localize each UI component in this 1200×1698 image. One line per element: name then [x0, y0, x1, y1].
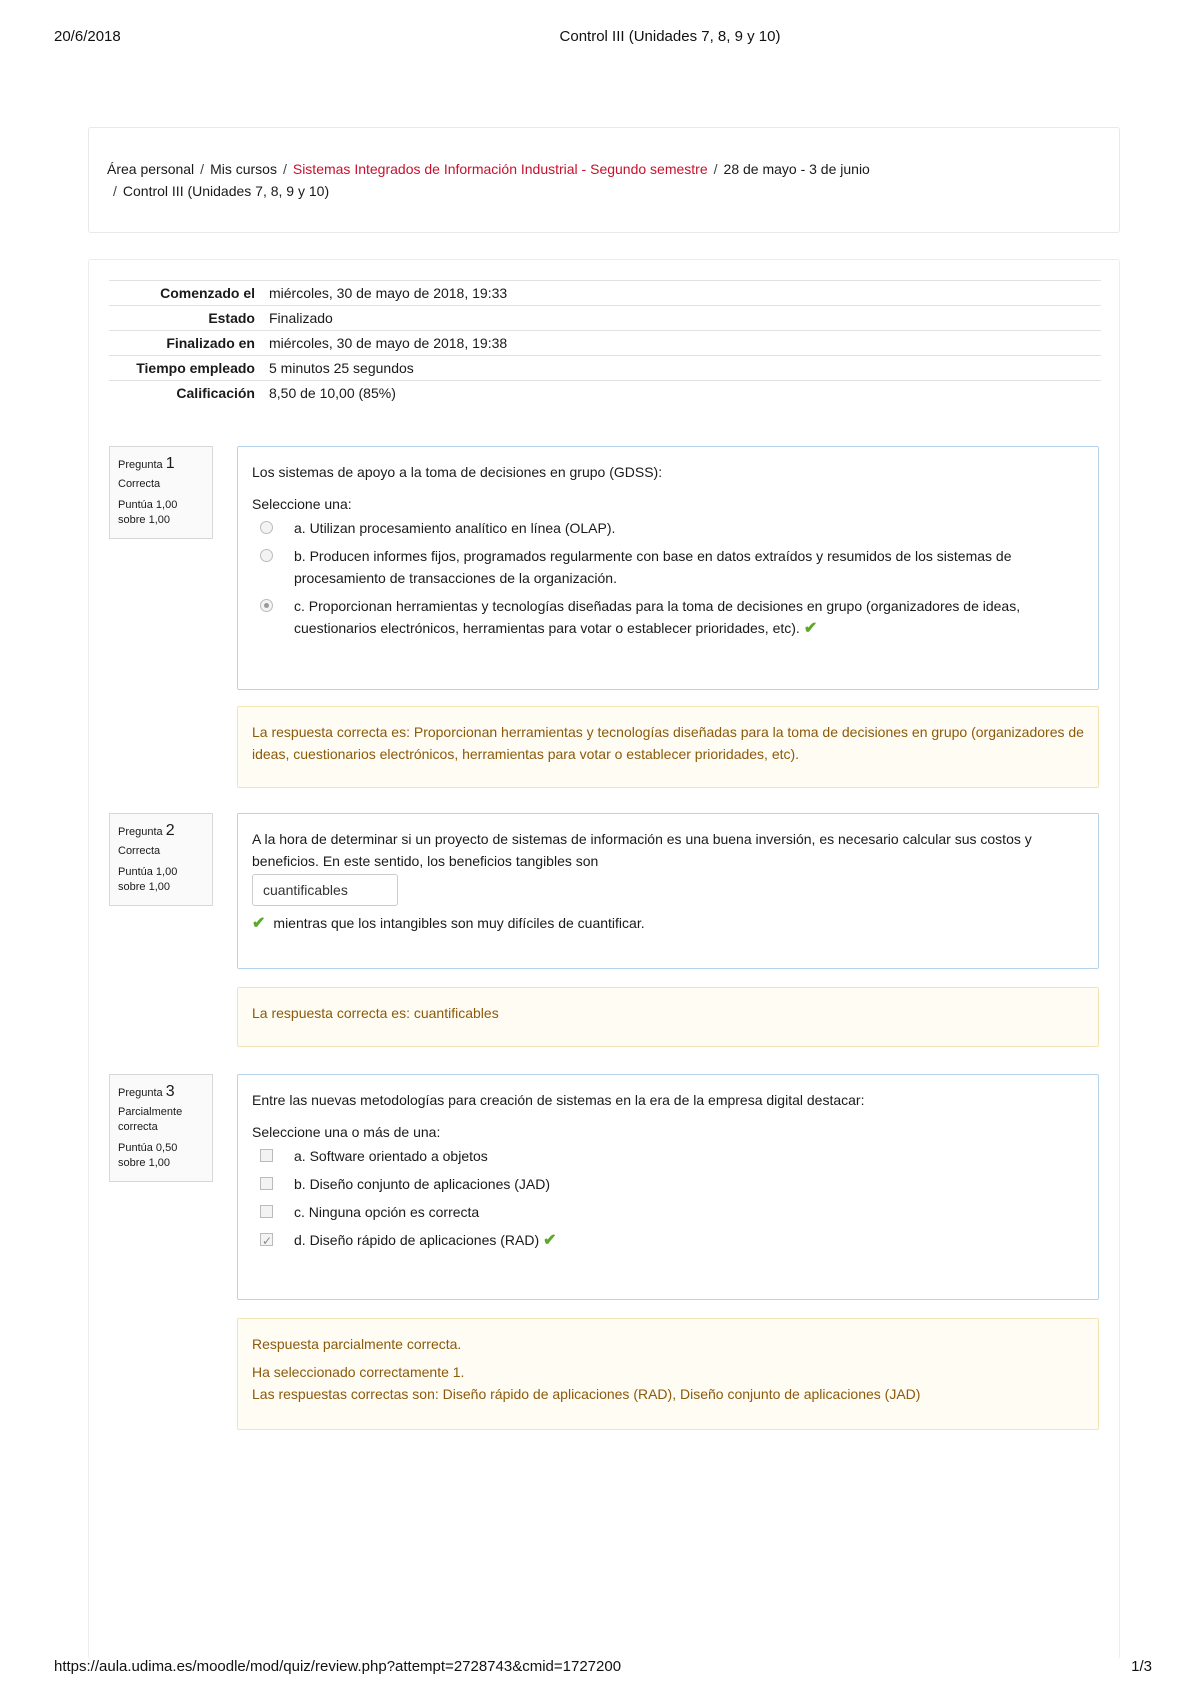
feedback-line: Las respuestas correctas son: Diseño rápido de aplicaciones (RAD), Diseño conjunto de aplicaciones (JAD): [252, 1386, 921, 1402]
radio-button-selected[interactable]: [260, 599, 273, 612]
summary-label: Estado: [109, 306, 261, 331]
question-feedback-1: [237, 706, 1099, 788]
question-number-value: 3: [165, 1083, 175, 1100]
radio-button[interactable]: [260, 521, 273, 534]
answer-option-d[interactable]: [252, 1229, 1084, 1252]
question-instruction: Seleccione una:: [252, 496, 352, 512]
summary-value: miércoles, 30 de mayo de 2018, 19:38: [261, 331, 1101, 356]
answer-text: b. Producen informes fijos, programados regularmente con base en datos extraídos y resumidos de los sistemas de procesamiento de transacciones de la organización.: [294, 548, 1012, 586]
gap-answer-input[interactable]: cuantificables: [252, 874, 398, 906]
answer-option-c[interactable]: [252, 595, 1084, 640]
question-state: Parcialmente correcta: [118, 1106, 183, 1133]
question-number-value: 2: [165, 822, 175, 839]
question-number: [118, 823, 204, 840]
print-title: Control III (Unidades 7, 8, 9 y 10): [559, 28, 781, 45]
page-number: 1/3: [1131, 1658, 1152, 1675]
question-feedback-3: [237, 1318, 1099, 1430]
checkbox[interactable]: [260, 1149, 273, 1162]
question-number: [118, 1084, 204, 1101]
summary-label: Finalizado en: [109, 331, 261, 356]
question-number-value: 1: [165, 455, 175, 472]
print-date: 20/6/2018: [54, 28, 121, 45]
answer-text: a. Software orientado a objetos: [294, 1148, 488, 1164]
check-icon: ✔: [803, 620, 818, 637]
question-grade: Puntúa 0,50 sobre 1,00: [118, 1142, 178, 1169]
question-label: Pregunta: [118, 1087, 163, 1099]
checkbox[interactable]: [260, 1177, 273, 1190]
answer-option-b[interactable]: [252, 1173, 1084, 1195]
breadcrumb-my-courses[interactable]: Mis cursos: [210, 161, 277, 177]
summary-value: 5 minutos 25 segundos: [261, 356, 1101, 381]
question-instruction: Seleccione una o más de una:: [252, 1124, 441, 1140]
summary-value: 8,50 de 10,00 (85%): [261, 381, 1101, 406]
question-info-2: [109, 813, 213, 906]
answer-text: d. Diseño rápido de aplicaciones (RAD): [294, 1232, 540, 1248]
question-info-3: [109, 1074, 213, 1182]
question-content-2: [237, 813, 1099, 969]
question-number: [118, 456, 204, 473]
quiz-review: [88, 259, 1120, 1659]
answer-text: c. Proporcionan herramientas y tecnologías diseñadas para la toma de decisiones en grupo (organizadores de ideas, cuestionarios electrónicos, herramientas para votar o establecer prioridades, etc).: [294, 598, 1021, 636]
breadcrumb: [88, 127, 1120, 233]
checkbox-checked[interactable]: [260, 1233, 273, 1246]
question-feedback-2: [237, 987, 1099, 1047]
question-info-1: [109, 446, 213, 539]
question-label: Pregunta: [118, 459, 163, 471]
summary-row: [109, 281, 1101, 306]
attempt-summary: [109, 280, 1101, 405]
summary-label: Calificación: [109, 381, 261, 406]
gap-after: [252, 912, 1084, 935]
breadcrumb-course[interactable]: Sistemas Integrados de Información Industrial - Segundo semestre: [292, 161, 708, 177]
summary-row: [109, 356, 1101, 381]
question-state: Correcta: [118, 478, 161, 490]
summary-value: Finalizado: [261, 306, 1101, 331]
summary-row: [109, 331, 1101, 356]
answer-text: b. Diseño conjunto de aplicaciones (JAD): [294, 1176, 551, 1192]
feedback-text: La respuesta correcta es: cuantificables: [252, 1005, 499, 1021]
question-content-1: [237, 446, 1099, 690]
feedback-line: Respuesta parcialmente correcta.: [252, 1336, 462, 1352]
breadcrumb-separator: /: [282, 161, 287, 177]
answer-option-a[interactable]: [252, 517, 1084, 539]
after-gap-text: mientras que los intangibles son muy difíciles de cuantificar.: [273, 915, 645, 931]
summary-label: Comenzado el: [109, 281, 261, 306]
answer-text: a. Utilizan procesamiento analítico en línea (OLAP).: [294, 520, 616, 536]
question-prompt: Entre las nuevas metodologías para creación de sistemas en la era de la empresa digital destacar:: [252, 1092, 865, 1108]
breadcrumb-separator: /: [713, 161, 718, 177]
answer-text: c. Ninguna opción es correcta: [294, 1204, 480, 1220]
answer-option-c[interactable]: [252, 1201, 1084, 1223]
summary-value: miércoles, 30 de mayo de 2018, 19:33: [261, 281, 1101, 306]
breadcrumb-week[interactable]: 28 de mayo - 3 de junio: [723, 161, 870, 177]
summary-row: [109, 306, 1101, 331]
check-icon: ✔: [543, 1232, 557, 1249]
answer-option-b[interactable]: [252, 545, 1084, 589]
breadcrumb-separator: /: [113, 183, 117, 199]
feedback-line: Ha seleccionado correctamente 1.: [252, 1364, 465, 1380]
checkbox[interactable]: [260, 1205, 273, 1218]
question-state: Correcta: [118, 845, 161, 857]
feedback-text: La respuesta correcta es: Proporcionan herramientas y tecnologías diseñadas para la toma de decisiones en grupo (organizadores de ideas, cuestionarios electrónicos, herramientas para votar o establecer prioridades, etc).: [252, 724, 1084, 762]
radio-button[interactable]: [260, 549, 273, 562]
question-prompt: Los sistemas de apoyo a la toma de decisiones en grupo (GDSS):: [252, 464, 663, 480]
question-grade: Puntúa 1,00 sobre 1,00: [118, 866, 178, 893]
breadcrumb-home[interactable]: Área personal: [107, 161, 195, 177]
check-icon: ✔: [252, 915, 266, 932]
breadcrumb-quiz[interactable]: Control III (Unidades 7, 8, 9 y 10): [122, 183, 330, 199]
question-content-3: [237, 1074, 1099, 1300]
answer-option-a[interactable]: [252, 1145, 1084, 1167]
question-grade: Puntúa 1,00 sobre 1,00: [118, 499, 178, 526]
question-label: Pregunta: [118, 826, 163, 838]
question-prompt: A la hora de determinar si un proyecto de sistemas de información es una buena inversión, es necesario calcular sus costos y beneficios. En este sentido, los beneficios tangibles son: [252, 831, 1032, 869]
summary-label: Tiempo empleado: [109, 356, 261, 381]
summary-row: [109, 381, 1101, 406]
page-url: https://aula.udima.es/moodle/mod/quiz/review.php?attempt=2728743&cmid=1727200: [54, 1658, 622, 1675]
breadcrumb-separator: /: [200, 161, 205, 177]
